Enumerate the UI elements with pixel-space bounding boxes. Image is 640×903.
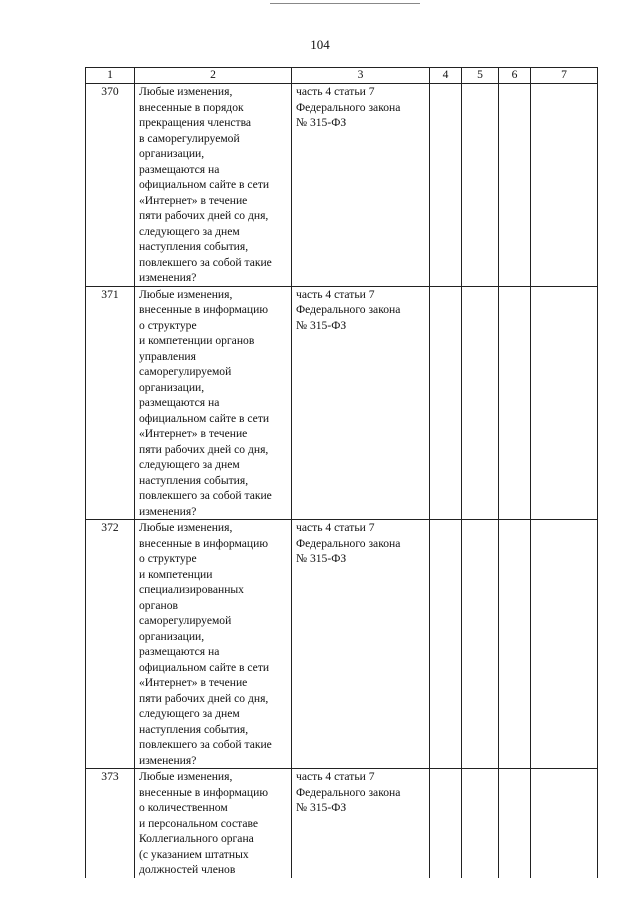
- question-line: пяти рабочих дней со дня,: [139, 691, 269, 705]
- empty-cell: [430, 84, 462, 287]
- question-line: о количественном: [139, 801, 228, 814]
- row-number: 372: [86, 520, 135, 769]
- table-row: [86, 84, 598, 287]
- question-line: органов: [139, 598, 178, 612]
- question-line: следующего за днем: [139, 224, 240, 238]
- question-line: организации,: [139, 147, 205, 160]
- question-line: наступления события,: [139, 722, 249, 736]
- legal-reference-cell: [292, 286, 430, 520]
- question-line: размещаются на: [139, 396, 220, 409]
- reference-line: Федерального закона: [296, 536, 401, 550]
- legal-reference-cell: [292, 84, 430, 287]
- question-line: размещаются на: [139, 162, 220, 176]
- question-line: повлекшего за собой такие: [139, 489, 272, 502]
- empty-cell: [531, 520, 598, 769]
- question-line: официальном сайте в сети: [139, 660, 270, 674]
- question-cell: [135, 84, 292, 287]
- empty-cell: [499, 769, 531, 878]
- question-line: изменения?: [139, 753, 197, 767]
- question-line: изменения?: [139, 271, 197, 284]
- question-line: пяти рабочих дней со дня,: [139, 209, 269, 222]
- empty-cell: [531, 286, 598, 520]
- question-line: в саморегулируемой: [139, 131, 240, 145]
- empty-cell: [462, 520, 499, 769]
- question-line: изменения?: [139, 504, 197, 518]
- question-line: Любые изменения,: [139, 85, 233, 98]
- question-line: наступления события,: [139, 240, 249, 253]
- reference-line: Федерального закона: [296, 100, 401, 114]
- question-line: повлекшего за собой такие: [139, 738, 272, 751]
- question-line: управления: [139, 349, 196, 363]
- row-number: 370: [86, 84, 135, 287]
- reference-line: часть 4 статьи 7: [296, 770, 375, 783]
- scan-edge-line: [270, 3, 420, 4]
- question-line: «Интернет» в течение: [139, 427, 248, 440]
- empty-cell: [462, 769, 499, 878]
- question-line: Коллегиального органа: [139, 832, 254, 845]
- table-row: [86, 520, 598, 769]
- requirements-table: [85, 67, 598, 878]
- empty-cell: [462, 286, 499, 520]
- empty-cell: [499, 286, 531, 520]
- question-line: повлекшего за собой такие: [139, 255, 272, 269]
- question-line: Любые изменения,: [139, 287, 233, 301]
- question-line: внесенные в информацию: [139, 303, 268, 316]
- empty-cell: [430, 286, 462, 520]
- reference-line: № 315-ФЗ: [296, 116, 347, 129]
- question-cell: [135, 769, 292, 878]
- empty-cell: [499, 520, 531, 769]
- table-row: [86, 286, 598, 520]
- question-line: «Интернет» в течение: [139, 193, 248, 207]
- reference-line: часть 4 статьи 7: [296, 287, 375, 301]
- question-line: следующего за днем: [139, 707, 240, 720]
- legal-reference-cell: [292, 520, 430, 769]
- empty-cell: [462, 84, 499, 287]
- reference-line: № 315-ФЗ: [296, 801, 347, 814]
- question-line: специализированных: [139, 583, 244, 596]
- question-cell: [135, 286, 292, 520]
- question-line: и компетенции: [139, 567, 213, 581]
- question-line: и персональном составе: [139, 816, 259, 830]
- header-col-2: 2: [135, 68, 292, 84]
- question-line: саморегулируемой: [139, 614, 232, 627]
- row-number: 371: [86, 286, 135, 520]
- question-line: и компетенции органов: [139, 334, 255, 347]
- question-line: организации,: [139, 629, 205, 643]
- header-row: [86, 68, 598, 84]
- question-line: следующего за днем: [139, 458, 240, 471]
- table-row: [86, 769, 598, 878]
- reference-line: № 315-ФЗ: [296, 552, 347, 565]
- question-line: о структуре: [139, 552, 197, 565]
- reference-line: № 315-ФЗ: [296, 318, 347, 332]
- empty-cell: [430, 520, 462, 769]
- question-line: Любые изменения,: [139, 521, 233, 534]
- question-line: о структуре: [139, 318, 197, 332]
- empty-cell: [430, 769, 462, 878]
- question-line: официальном сайте в сети: [139, 411, 270, 425]
- question-line: пяти рабочих дней со дня,: [139, 442, 269, 456]
- question-line: внесенные в информацию: [139, 536, 268, 550]
- question-line: (с указанием штатных: [139, 847, 249, 861]
- header-col-4: 4: [430, 68, 462, 84]
- row-number: 373: [86, 769, 135, 878]
- header-col-7: 7: [531, 68, 598, 84]
- question-line: внесенные в порядок: [139, 100, 244, 114]
- question-line: организации,: [139, 380, 205, 394]
- question-line: размещаются на: [139, 645, 220, 658]
- empty-cell: [531, 769, 598, 878]
- reference-line: Федерального закона: [296, 303, 401, 316]
- question-line: прекращения членства: [139, 116, 252, 129]
- question-line: «Интернет» в течение: [139, 676, 248, 689]
- empty-cell: [531, 84, 598, 287]
- header-col-6: 6: [499, 68, 531, 84]
- question-line: саморегулируемой: [139, 365, 232, 378]
- question-line: внесенные в информацию: [139, 785, 268, 799]
- reference-line: часть 4 статьи 7: [296, 85, 375, 98]
- page-number: 104: [310, 37, 330, 52]
- reference-line: Федерального закона: [296, 785, 401, 799]
- question-cell: [135, 520, 292, 769]
- header-col-3: 3: [292, 68, 430, 84]
- question-line: официальном сайте в сети: [139, 178, 270, 191]
- header-col-5: 5: [462, 68, 499, 84]
- legal-reference-cell: [292, 769, 430, 878]
- reference-line: часть 4 статьи 7: [296, 521, 375, 534]
- header-col-1: 1: [86, 68, 135, 84]
- question-line: Любые изменения,: [139, 770, 233, 783]
- empty-cell: [499, 84, 531, 287]
- question-line: наступления события,: [139, 473, 249, 487]
- question-line: должностей членов: [139, 863, 236, 876]
